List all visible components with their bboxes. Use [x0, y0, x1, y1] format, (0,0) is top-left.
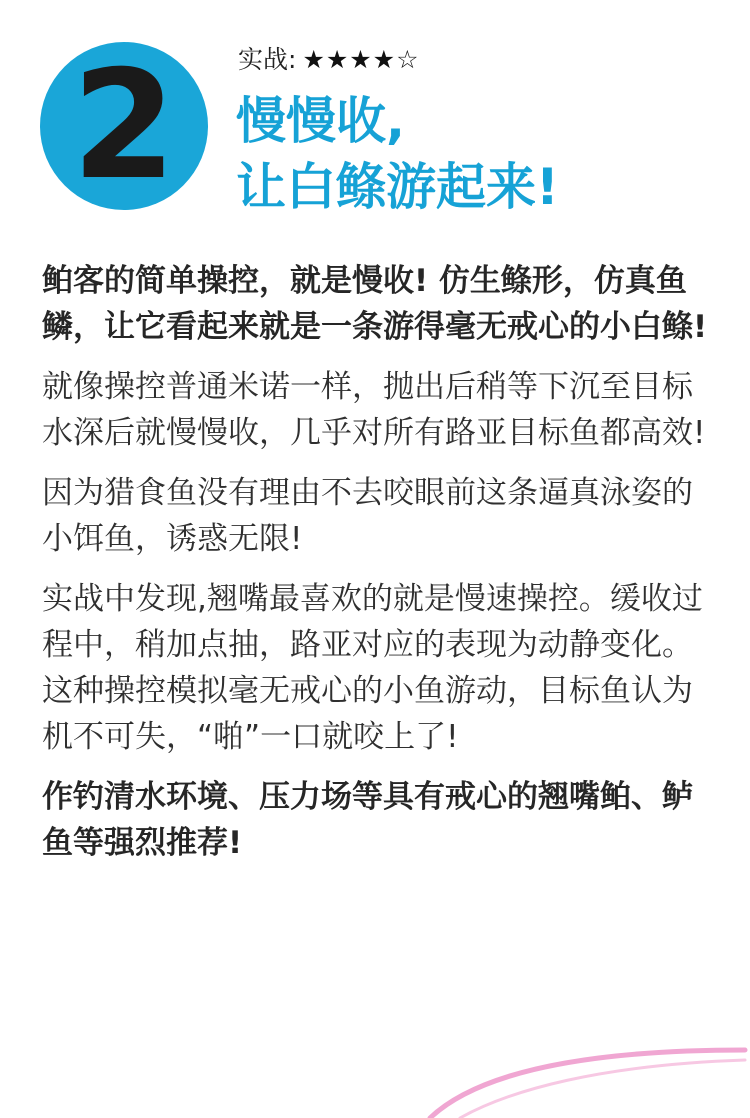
badge-number: 2	[71, 39, 177, 213]
paragraph-method: 就像操控普通米诺一样，抛出后稍等下沉至目标水深后就慢慢收，几乎对所有路亚目标鱼都高效!	[42, 369, 706, 451]
rating-stars: ★★★★☆	[302, 45, 420, 74]
rating-label: 实战:	[238, 45, 297, 74]
number-badge	[40, 39, 208, 213]
paragraph-reason: 因为猎食鱼没有理由不去咬眼前这条逼真泳姿的小饵鱼，诱惑无限!	[42, 475, 693, 557]
section-title	[236, 88, 559, 220]
pink-swoosh-decoration	[400, 1010, 750, 1118]
rating-row	[238, 40, 420, 80]
paragraph-intro: 鲌客的简单操控，就是慢收! 仿生鲦形，仿真鱼鳞，让它看起来就是一条游得毫无戒心的小白鲦!	[42, 263, 708, 345]
paragraph-experience: 实战中发现,翘嘴最喜欢的就是慢速操控。缓收过程中，稍加点抽，路亚对应的表现为动静变化。这种操控模拟毫无戒心的小鱼游动，目标鱼认为机不可失，“啪”一口就咬上了!	[42, 581, 703, 755]
paragraph-recommendation: 作钓清水环境、压力场等具有戒心的翘嘴鲌、鲈鱼等强烈推荐!	[42, 779, 693, 861]
title-line-2: 让白鲦游起来!	[236, 158, 559, 216]
description	[42, 258, 722, 880]
title-line-1: 慢慢收,	[236, 92, 405, 150]
